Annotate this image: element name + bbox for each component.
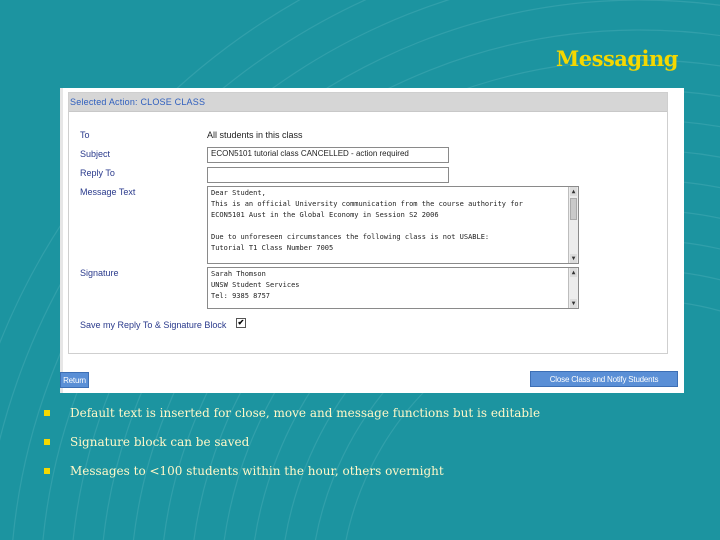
bullet-text: Signature block can be saved <box>70 435 250 449</box>
left-divider <box>60 88 63 393</box>
message-scrollbar[interactable] <box>568 187 578 263</box>
bullet-text: Default text is inserted for close, move and message functions but is editable <box>70 406 541 420</box>
close-class-form <box>68 92 668 354</box>
bullet-icon <box>44 468 50 474</box>
scroll-thumb[interactable] <box>570 198 577 220</box>
scroll-down-icon[interactable]: ▼ <box>571 255 576 262</box>
signature-scrollbar[interactable] <box>568 268 578 308</box>
bullet-icon <box>44 410 50 416</box>
reply-to-label: Reply To <box>80 168 115 178</box>
message-textarea[interactable] <box>207 186 579 264</box>
form-header: Selected Action: CLOSE CLASS <box>69 93 667 112</box>
bullet-icon <box>44 439 50 445</box>
close-class-notify-button[interactable]: Close Class and Notify Students <box>530 371 678 387</box>
message-text: Dear Student, This is an official University communication from the course authority for ECON5101 Aust in the Global Economy in Session S2 2006 Due to unforeseen circumstances the following class is not USABLE: Tutorial T1 Class Number 7005 <box>211 189 523 252</box>
subject-label: Subject <box>80 149 111 159</box>
message-text-label: Message Text <box>80 187 136 197</box>
slide-title: Messaging <box>556 46 678 71</box>
scroll-up-icon[interactable]: ▲ <box>571 269 576 276</box>
return-button[interactable]: Return <box>60 372 89 388</box>
signature-textarea[interactable] <box>207 267 579 309</box>
scroll-up-icon[interactable]: ▲ <box>571 188 576 195</box>
to-label: To <box>80 130 90 140</box>
signature-text: Sarah Thomson UNSW Student Services Tel: 9385 8757 <box>211 270 300 300</box>
reply-to-input[interactable] <box>207 167 449 183</box>
scroll-down-icon[interactable]: ▼ <box>571 300 576 307</box>
screenshot-panel <box>60 88 684 393</box>
subject-input[interactable]: ECON5101 tutorial class CANCELLED - action required <box>207 147 449 163</box>
bullet-text: Messages to <100 students within the hour, others overnight <box>70 464 444 478</box>
signature-label: Signature <box>80 268 119 278</box>
save-signature-label: Save my Reply To & Signature Block <box>80 320 227 330</box>
to-value: All students in this class <box>207 130 303 140</box>
save-signature-checkbox[interactable]: ✔ <box>237 318 245 327</box>
